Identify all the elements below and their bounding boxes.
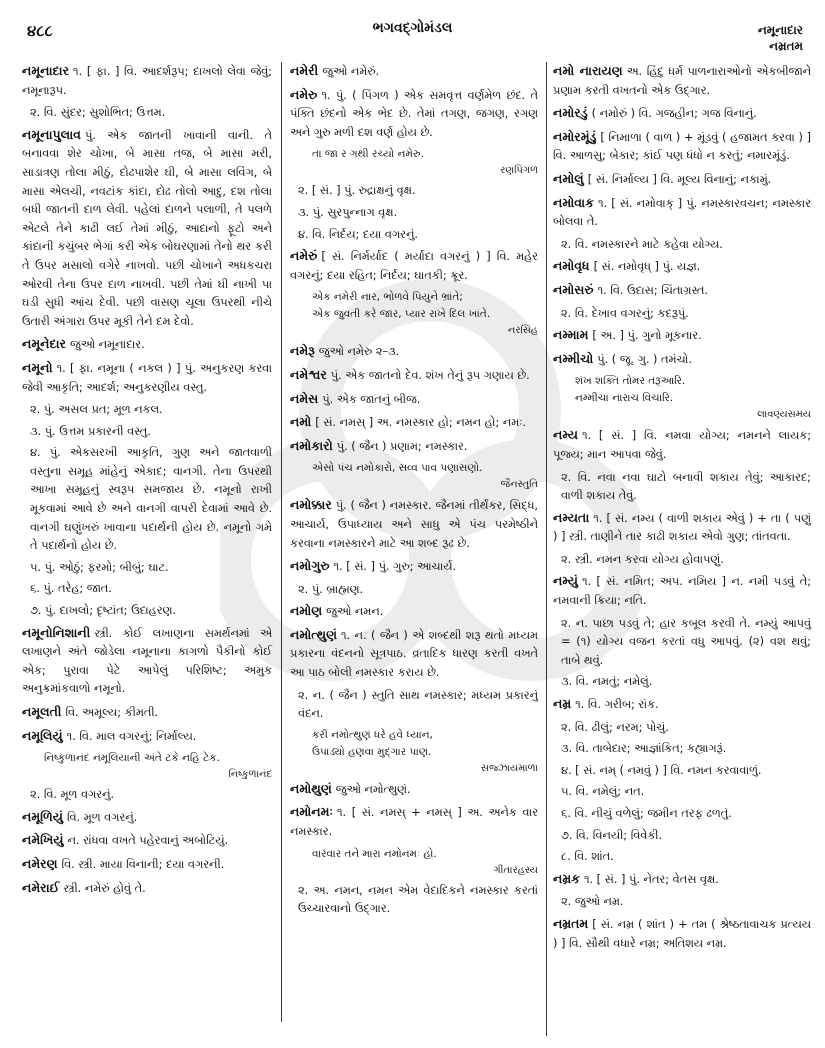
dictionary-entry xyxy=(553,194,811,232)
sub-sense: ૬. વિ. નીચું વળેલું; જમીન તરફ ઢળતું. xyxy=(561,807,732,820)
quotation-line: કરી નમોત્થુણં ધરે હવે ધ્યાન, xyxy=(312,728,433,741)
headword: નમોરડું xyxy=(553,105,588,121)
sub-sense: ૭. પું. દાખલો; દૃષ્ટાંત; ઉદાહરણ. xyxy=(30,604,177,618)
definition: ૧. [ સં. નમોવાક્ ] પું. નમસ્કારવચન; નમસ્કાર બોલવા તે. xyxy=(553,196,811,229)
headword: નમેરી xyxy=(290,63,319,78)
sub-sense: ૫. વિ. નમેલું; નત. xyxy=(561,785,645,799)
dictionary-entry xyxy=(553,326,811,346)
definition: ૧. [ સં. ] પું. નેતર; વેતસ વૃક્ષ. xyxy=(583,872,719,886)
sub-sense: ૩. વિ. નમતું; નમેલું. xyxy=(561,675,653,689)
headword: નમૂનો xyxy=(22,359,53,375)
sub-sense: ૨. પું. અસલ પ્રત; મૂળ નકલ. xyxy=(30,403,163,417)
definition: જુઓ નમન. xyxy=(326,605,384,619)
definition: પું. એક જાતનો દેવ. શંખ તેનું રૂપ ગણાય છે. xyxy=(330,368,530,382)
headword: નમોક્કાર xyxy=(290,497,332,513)
quotation xyxy=(312,846,538,863)
headword: નમૂનોનિશાની xyxy=(22,624,91,640)
quotation-line: ઉપાડ્યો હણવા મુદ્‌ગાર પાણ. xyxy=(312,745,432,758)
dictionary-entry xyxy=(553,426,811,464)
headword: નમેરું xyxy=(290,248,318,264)
headword: નમેશ્વર xyxy=(290,366,327,382)
sub-sense: ૨. વિ. નમસ્કારને માટે કહેવા યોગ્ય. xyxy=(561,237,723,251)
quotation-line: એક નમેરી નાર, ભોળવે પિયુને ભ્રાંતે; xyxy=(312,291,463,304)
definition: ૧. [ સં. નમિત; અપ. નમિય ] ન. નમી પડવું તે; નમવાની ક્રિયા; નતિ. xyxy=(553,575,811,608)
definition: જુઓ નમેરુ ૨–૩. xyxy=(318,345,400,359)
dictionary-entry xyxy=(553,915,811,953)
headword: નમ્યતા xyxy=(553,509,590,525)
definition: ૧. [ સં. નમસ્ + નમસ્ ] અ. અનેક વાર નમસ્કાર. xyxy=(290,806,538,839)
headword: નમ્રતમ xyxy=(553,915,589,931)
sub-sense: ૨. જુઓ નમ્ર. xyxy=(561,895,624,909)
headword: નમેસ xyxy=(290,390,319,406)
dictionary-entry xyxy=(553,572,811,610)
citation-source: નિષ્કુળાનંદ xyxy=(228,769,272,781)
headword: નમેરાઈ xyxy=(22,879,60,895)
definition: ૧. વિ. ઉદાસ; ચિંતાગ્રસ્ત. xyxy=(597,283,708,297)
definition: ૧. [ સં. ] પું. ગુરુ; આચાર્ય. xyxy=(333,560,457,574)
quotation-line: એસો પંચ નમોકારો, સવ્વ પાવ પણાસણો. xyxy=(312,462,483,475)
sub-sense: ૪. પું. એકસરખી આકૃતિ, ગુણ અને જાતવાળી વસ્તુના સમૂહ માંહેનું એકાદ; વાનગી. તેના ઉપરથી આખા સમૂહનું સ્વરૂપ સમજાય છે. નમૂનો રાખી મૂકવામાં આવે છે અને વાનગી વાપરી દેવામાં આવે છે. વાનગી ઘણુંખરું ખાવાના પદાર્થની હોય છે. નમૂનો ગમે તે પદાર્થનો હોય છે. xyxy=(30,446,272,553)
dictionary-entry xyxy=(22,808,272,828)
headword: નમોકારો xyxy=(290,437,333,453)
headword: નમોણ xyxy=(290,603,323,619)
dictionary-entry xyxy=(290,247,538,285)
headword: નમોવાક xyxy=(553,194,594,210)
definition: ૧. [ સં. નમ્ય ( વાળી શકાય એવું ) + તા ( પણું ) ] સ્ત્રી. તાણીને તાર કાઢી શકાય એવો ગુણ; તાંતવતા. xyxy=(553,511,811,544)
quotation xyxy=(312,727,538,761)
guide-word-last: નમ્રતમ xyxy=(769,39,803,53)
dictionary-entry xyxy=(553,104,811,124)
dictionary-entry xyxy=(22,624,272,699)
definition: ૧. [ સં. ] વિ. નમવા યોગ્ય; નમનને લાયક; પૂજ્ય; માન આપવા જેવું. xyxy=(553,429,811,461)
sub-sense: ૩. પું. ઉત્તમ પ્રકારની વસ્તુ. xyxy=(30,424,151,438)
headword: નમોરમૂંડું xyxy=(553,128,597,144)
definition: ૧. [ ફા. ] વિ. આદર્શરૂપ; દાખલો લેવા જેવું; નમૂનારૂપ. xyxy=(22,65,272,97)
definition: ૧. પું. ( પિંગળ ) એક સમવૃત્ત વર્ણમેળ છંદ. તે પંક્તિ છંદનો એક ભેદ છે. તેમાં તગણ, જગણ, રગણ અને ગુરુ મળી દશ વર્ણ હોય છે. xyxy=(290,88,538,139)
definition: [ સં. નિર્મર્યાદ ( મર્યાદા વગરનું ) ] વિ. મહેર વગરનું; દયા રહિત; નિર્દય; ઘાતકી; ક્રૂર. xyxy=(290,250,538,282)
headword: નમોસરું xyxy=(553,281,594,297)
headword: નમેરૂ xyxy=(290,343,315,359)
headword: નમ્ર xyxy=(553,696,572,712)
sub-sense: ૨. સ્ત્રી. નમન કરવા યોગ્ય હોવાપણું. xyxy=(561,552,724,566)
sub-sense: ૨. વિ. દેખાવ વગરનું; કદરૂપું. xyxy=(561,306,689,320)
headword: નમેખિયું xyxy=(22,832,64,848)
guide-words xyxy=(758,22,803,54)
dictionary-entry xyxy=(290,413,538,433)
definition: ૧. [ ફા. નમૂના ( નકલ ) ] પું. અનુકરણ કરવા જેવી આકૃતિ; આદર્શ; અનુકરણીય વસ્તુ. xyxy=(22,361,272,394)
sub-sense: ૪. વિ. નિર્દય; દયા વગરનું. xyxy=(298,227,418,241)
dictionary-entry xyxy=(553,128,811,166)
headword: નમોગુરુ xyxy=(290,558,330,574)
definition: [ અ. ] પું. ગુનો મૂકનાર. xyxy=(592,329,702,343)
definition: સ્ત્રી. નમેરું હોવું તે. xyxy=(63,881,146,895)
headword: નમોલું xyxy=(553,170,584,186)
dictionary-entry xyxy=(553,257,811,277)
dictionary-entry xyxy=(553,281,811,301)
headword: નમૂનેદાર xyxy=(22,336,66,352)
sub-sense: ૨. અ. નમન, નમન એમ વેદાદિકને નમસ્કાર કરતાં ઉચ્ચારવાનો ઉદ્‌ગાર. xyxy=(298,883,538,916)
citation-source: ગીતારહસ્ય xyxy=(493,864,538,876)
book-title: ભગવદ્ગોમંડલ xyxy=(372,20,453,36)
headword: નમોવૃધ xyxy=(553,258,590,274)
headword: નમેરણ xyxy=(22,855,58,871)
dictionary-entry xyxy=(22,855,272,875)
sub-sense: ૨. [ સં. ] પું. રુદ્રાક્ષનું વૃક્ષ. xyxy=(298,184,416,198)
headword: નમૂનાદાર xyxy=(22,63,70,78)
definition: પું. ( જૈન ) નમસ્કાર. જૈનમાં તીર્થંકર, સિદ્ધ, આચાર્ય, ઉપાધ્યાય અને સાધુ એ પંચ પરમેષ્ઠીને કરવાના નમસ્કારને માટે આ શબ્દ રૂઢ છે. xyxy=(290,499,538,550)
headword: નમો નારાયણ xyxy=(553,63,623,78)
headword: નમ્રક xyxy=(553,870,580,886)
definition: સ્ત્રી. કોઈ લખાણના સમર્થનમાં એ લખાણને અંતે જોડેલા નમૂનાના કાગળો પૈકીનો કોઈ એક; પુરાવા પેટે આપેલું પરિશિષ્ટ; અમુક અનુક્રમાંકવાળો નમૂનો. xyxy=(22,626,272,696)
dictionary-entry xyxy=(22,359,272,397)
dictionary-entry xyxy=(290,803,538,841)
column-1 xyxy=(22,62,272,902)
sub-sense: ૫. પું. ઓઠું; ફરમો; બીબું; ઘાટ. xyxy=(30,560,169,574)
definition: [ નિમાળા ( વાળ ) + મૂંડવું ( હજામત કરવા ) ] વિ. આળસુ; બેકાર; કાંઈ પણ ધંધો ન કરતું; નમારમૂંડું. xyxy=(553,130,811,163)
citation-source: લાવણ્યસમય xyxy=(757,409,811,421)
dictionary-entry xyxy=(22,62,272,100)
definition: ૧. ન. ( જૈન ) એ શબ્દથી શરૂ થતો મધ્યમ પ્રકારના વંદનનો સૂત્રપાઠ. વ્રતાદિક ધારણ કરતી વખતે આ પાઠ બોલી નમસ્કાર કરાય છે. xyxy=(290,628,538,680)
headword: નમૂલતી xyxy=(22,704,62,719)
dictionary-entry xyxy=(553,509,811,547)
sub-sense: ૮. વિ. શાંત. xyxy=(561,850,614,864)
sub-sense: ૩. વિ. તાબેદાર; આજ્ઞાંકિત; કહ્યાગરૂં. xyxy=(561,742,727,756)
sub-sense: ૩. પું. સુરપુન્નાગ વૃક્ષ. xyxy=(298,205,398,219)
definition: ૧. વિ. ગરીબ; રાંક. xyxy=(575,698,659,712)
definition: પું. ( જૈન ) પ્રણામ; નમસ્કાર. xyxy=(336,439,468,453)
sub-sense: ૨. પું. બ્રાહ્મણ. xyxy=(298,582,364,596)
dictionary-entry xyxy=(290,390,538,410)
dictionary-entry xyxy=(290,602,538,622)
dictionary-entry xyxy=(290,366,538,386)
headword: નમૂળિયું xyxy=(22,808,63,824)
sub-sense: ૪. [ સં. નમ્ ( નમવું ) ] વિ. નમન કરવાવાળું. xyxy=(561,763,762,777)
definition: વિ. અમૂલ્ય; કીમતી. xyxy=(65,706,159,719)
quotation xyxy=(312,289,538,323)
quotation-line: નિષ્કુળાનંદ નમૂલિયાની અંતે ટકે નહિ ટેક. xyxy=(44,752,220,765)
quotation-line: નમ્મીચા નારાચ વિચારિ. xyxy=(575,392,674,405)
dictionary-entry xyxy=(553,695,811,715)
quotation-line: તા જા ર ગથી રચ્યો નમેરુ. xyxy=(312,148,424,161)
definition: પું. ( જૂ. ગુ. ) તમંચો. xyxy=(597,352,692,366)
quotation-line: એક જુવતી કરે જાર, પ્યાર રાખે દિલ ખાંતે. xyxy=(312,308,491,321)
definition: જુઓ નમેરું. xyxy=(322,65,380,78)
dictionary-entry xyxy=(22,831,272,851)
dictionary-entry xyxy=(290,62,538,82)
column-divider xyxy=(281,62,282,1022)
headword: નમો xyxy=(290,414,312,430)
dictionary-entry xyxy=(553,870,811,890)
headword: નમોત્થુણં xyxy=(290,626,337,642)
sub-sense: ૨. વિ. સુંદર; સુશોભિત; ઉત્તમ. xyxy=(30,106,166,120)
definition: અ. હિંદુ ધર્મ પાળનારાઓનો એકબીજાને પ્રણામ કરતી વખતનો એક ઉદ્‌ગાર. xyxy=(553,65,811,97)
definition: જુઓ નમોત્થુણં. xyxy=(335,782,411,796)
definition: [ સં. નમસ્ ] અ. નમસ્કાર હો; નમન હો; નમઃ. xyxy=(315,416,527,430)
page-number: ૪૮૮ xyxy=(27,22,53,40)
sub-sense: ૨. ન. ( જૈન ) સ્તુતિ સાથ નમસ્કાર; મધ્યમ પ્રકારનું વંદન. xyxy=(298,688,538,721)
citation-source: રણપિંગળ xyxy=(500,165,538,177)
dictionary-entry xyxy=(22,727,272,747)
sub-sense: ૬. પું. તરેહ; જાત. xyxy=(30,582,112,596)
definition: [ સં. નમ્ર ( શાંત ) + તમ ( શ્રેષ્ઠતાવાચક પ્રત્યય ) ] વિ. સૌથી વધારે નમ્ર; અતિશય નમ્ર. xyxy=(553,917,811,950)
dictionary-entry xyxy=(290,626,538,683)
headword: નમ્યું xyxy=(553,573,578,589)
sub-sense: ૨. વિ. નવા નવા ઘાટો બનાવી શકાય તેવું; આકારદ; વાળી શકાય તેવું. xyxy=(561,470,811,503)
sub-sense: ૭. વિ. વિનયી; વિવેકી. xyxy=(561,828,663,842)
headword: નમોથુણં xyxy=(290,780,332,796)
dictionary-entry xyxy=(22,703,272,723)
dictionary-entry xyxy=(22,126,272,332)
dictionary-entry xyxy=(290,496,538,553)
headword: નમ્મામ xyxy=(553,327,589,343)
page-header xyxy=(0,0,825,60)
citation-source: નરસિંહ xyxy=(507,325,538,337)
column-2 xyxy=(290,62,538,922)
definition: [ સં. નમોવૃધ્ ] પું. યજ્ઞ. xyxy=(593,260,701,274)
dictionary-entry xyxy=(290,437,538,457)
column-divider xyxy=(546,62,547,1036)
headword: નમ્ય xyxy=(553,427,578,443)
definition: ન. રાંધવા વખતે પહેરવાનું અબોટિયું. xyxy=(67,834,229,848)
citation-source: જૈનસ્તુતિ xyxy=(500,479,538,491)
headword: નમેરુ xyxy=(290,86,318,102)
dictionary-entry xyxy=(553,62,811,100)
quotation xyxy=(312,146,538,163)
definition: [ સં. નિર્માલ્ય ] વિ. મૂલ્ય વિનાનું; નકામું. xyxy=(587,172,772,186)
headword: નમોનમઃ xyxy=(290,804,333,820)
headword: નમૂનાપુલાવ xyxy=(22,126,81,142)
quotation xyxy=(575,373,811,407)
definition: ( નમોરું ) વિ. ગજહીન; ગજ વિનાનું. xyxy=(591,107,757,121)
quotation xyxy=(44,750,272,767)
quotation-line: વારંવાર તને મારા નમોનમઃ હો. xyxy=(312,847,437,860)
sub-sense: ૨. વિ. મૂળ વગરનું. xyxy=(30,788,115,802)
definition: વિ. સ્ત્રી. માયા વિનાની; દયા વગરની. xyxy=(61,857,225,871)
definition: પું. એક જાતની ખાવાની વાની. તે બનાવવા શેર ચોખા, બે માસા તજ, બે માસા મરી, સાડાત્રણ તોલા મીઠું, દોઢપાશેર ઘી, બે માસા લવિંગ, બે માસા એલચી, નવટાંક કાંદા, દોઢ તોલો આદુ, દશ તોલા બધી જાતની દાળ લેવી. પહેલાં દાળને પલાળી, તે પલળે એટલે તેને કાઢી લઈ તેમાં મીઠું, આદાનો ફૂટો અને કાંદાની કચુંબર ભેગાં કરી એક બોઘરણામાં તેનો થર કરી તે ઉપર મસાલો વગેરે નાખવો. પછી ચોખાને અધકચરા ઓરવી તેના ઉપર દાળ નાખવી. પછી તેમાં ઘી નાખી પા ઘડી સુધી આંચ દેવી. પછી વાસણ ચૂલા ઉપરથી નીચે ઉતારી અંગારા ઉપર મૂકી તેને દમ દેવો. xyxy=(22,128,272,328)
guide-word-first: નમૂનાદાર xyxy=(757,23,803,37)
sub-sense: ૨. ન. પાછા પડવું તે; હાર કબૂલ કરવી તે. નમ્યું આપવું = (૧) યોગ્ય વજન કરતાં વધુ આપવું. (૨) વશ થવું; તાબે થવું. xyxy=(561,616,811,667)
dictionary-entry xyxy=(553,170,811,190)
citation-source: સજ્ઝાયમાળા xyxy=(480,762,538,774)
dictionary-entry xyxy=(290,342,538,362)
definition: જુઓ નમૂનાદાર. xyxy=(69,338,145,352)
dictionary-entry xyxy=(290,780,538,800)
headword: નમ્મીચો xyxy=(553,350,594,366)
dictionary-entry xyxy=(290,557,538,577)
headword: નમૂલિયું xyxy=(22,727,63,743)
dictionary-entry xyxy=(22,879,272,899)
definition: ૧. વિ. માલ વગરનું; નિર્માલ્ય. xyxy=(66,729,197,743)
quotation-line: શંખ શક્તિ તોમર તરૂઆરિ. xyxy=(575,375,686,388)
column-3 xyxy=(553,62,811,957)
quotation xyxy=(312,460,538,477)
definition: પું. એક જાતનું બીજ. xyxy=(322,392,421,406)
sub-sense: ૨. વિ. ઢીલું; નરમ; પોચું. xyxy=(561,720,669,734)
dictionary-entry xyxy=(553,350,811,370)
dictionary-entry xyxy=(290,86,538,143)
definition: વિ. મૂળ વગરનું. xyxy=(66,810,138,824)
dictionary-entry xyxy=(22,335,272,355)
